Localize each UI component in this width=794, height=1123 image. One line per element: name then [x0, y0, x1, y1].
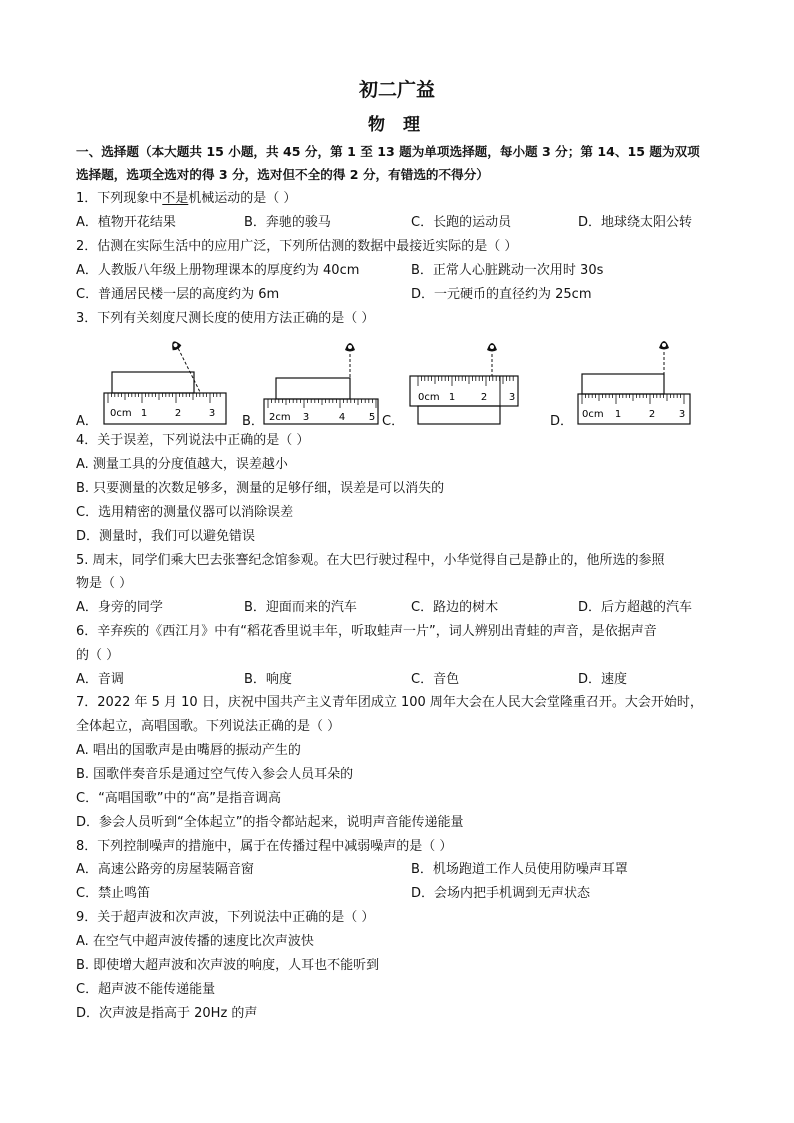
question-5-stem-line2: 物是（ ） [76, 576, 133, 591]
ruler-tick-label: 0cm [418, 392, 440, 403]
figure-d-label: D． [550, 414, 574, 429]
question-8-option-a: A．高速公路旁的房屋装隔音窗 [76, 862, 254, 877]
ruler-tick-label: 0cm [110, 408, 132, 419]
question-5-option-c: C．路边的树木 [411, 600, 499, 615]
question-6-option-a: A．音调 [76, 672, 124, 687]
question-7-stem-line1: 7．2022 年 5 月 10 日，庆祝中国共产主义青年团成立 100 周年大会在人民大会堂隆重召开。大会开始时， [76, 695, 703, 710]
ruler-tick-label: 0cm [582, 409, 604, 420]
figure-a-label: A． [76, 414, 98, 429]
subject-title: 物 理 [368, 115, 426, 135]
question-9-option-a: A. 在空气中超声波传播的速度比次声波快 [76, 934, 314, 949]
question-5-option-b: B．迎面而来的汽车 [244, 600, 357, 615]
ruler-figure-c [404, 340, 524, 430]
question-4-option-c: C．选用精密的测量仪器可以消除误差 [76, 505, 294, 520]
eye-icon [345, 343, 355, 352]
question-1-option-a: A．植物开花结果 [76, 215, 176, 230]
ruler-tick-label: 2 [648, 409, 656, 420]
ruler-tick-label: 2cm [269, 412, 291, 423]
eye-icon [169, 340, 182, 352]
question-4-stem: 4．关于误差，下列说法中正确的是（ ） [76, 433, 310, 448]
ruler-tick-label: 3 [508, 392, 516, 403]
question-4-option-d: D．测量时，我们可以避免错误 [76, 529, 256, 544]
question-5-option-a: A．身旁的同学 [76, 600, 163, 615]
measured-block [418, 406, 500, 424]
ruler-ticks [582, 394, 684, 404]
ruler-tick-label: 5 [368, 412, 376, 423]
measured-block [112, 372, 194, 393]
question-7-option-c: C．“高唱国歌”中的“高”是指音调高 [76, 791, 282, 806]
question-6-option-d: D．速度 [578, 672, 628, 687]
ruler-tick-label: 2 [174, 408, 182, 419]
question-6-stem-line2: 的（ ） [76, 648, 120, 663]
section-heading-line1: 一、选择题（本大题共 15 小题，共 45 分，第 1 至 13 题为单项选择题，每小题 3 分；第 14、15 题为双项 [76, 144, 700, 159]
question-7-option-b: B. 国歌伴奏音乐是通过空气传入参会人员耳朵的 [76, 767, 354, 782]
section-heading-line2: 选择题，选项全选对的得 3 分，选对但不全的得 2 分，有错选的不得分） [76, 167, 489, 182]
question-4-option-b: B. 只要测量的次数足够多，测量的足够仔细，误差是可以消失的 [76, 481, 445, 496]
figure-c-label: C． [382, 414, 405, 429]
ruler-ticks [268, 399, 376, 408]
question-1-stem-pre: 1．下列现象中 [76, 191, 163, 206]
ruler-ticks [108, 393, 220, 403]
ruler-tick-label: 3 [208, 408, 216, 419]
question-5-stem-line1: 5. 周末，同学们乘大巴去张謇纪念馆参观。在大巴行驶过程中，小华觉得自己是静止的，他所选的参照 [76, 553, 665, 568]
eye-icon [659, 341, 669, 350]
question-6-option-c: C．音色 [411, 672, 460, 687]
ruler-ticks [418, 376, 513, 386]
measured-block [582, 374, 664, 394]
question-8-option-b: B．机场跑道工作人员使用防噪声耳罩 [411, 862, 628, 877]
exam-title: 初二广益 [358, 79, 435, 101]
question-2-option-b: B．正常人心脏跳动一次用时 30s [411, 263, 604, 278]
question-1-stem-underline: 不是 [162, 191, 189, 206]
question-6-option-b: B．响度 [244, 672, 292, 687]
ruler-figure-a [92, 340, 232, 430]
question-1-option-d: D．地球绕太阳公转 [578, 215, 693, 230]
ruler-tick-label: 1 [614, 409, 622, 420]
ruler-figure-b [256, 340, 386, 430]
question-9-option-b: B. 即使增大超声波和次声波的响度，人耳也不能听到 [76, 958, 380, 973]
question-2-stem: 2．估测在实际生活中的应用广泛，下列所估测的数据中最接近实际的是（ ） [76, 239, 518, 254]
question-9-option-d: D．次声波是指高于 20Hz 的声 [76, 1006, 258, 1021]
slanted-sight-line [176, 344, 200, 392]
question-2-option-d: D．一元硬币的直径约为 25cm [411, 287, 592, 302]
ruler-tick-label: 1 [140, 408, 148, 419]
ruler-tick-label: 3 [678, 409, 686, 420]
question-5-option-d: D．后方超越的汽车 [578, 600, 693, 615]
ruler-tick-label: 3 [302, 412, 310, 423]
question-9-stem: 9．关于超声波和次声波，下列说法中正确的是（ ） [76, 910, 375, 925]
question-6-stem-line1: 6．辛弃疾的《西江月》中有“稻花香里说丰年，听取蛙声一片”，词人辨别出青蛙的声音，是依据声音 [76, 624, 657, 639]
ruler-tick-label: 2 [480, 392, 488, 403]
figure-b-label: B． [242, 414, 264, 429]
question-3-stem: 3．下列有关刻度尺测长度的使用方法正确的是（ ） [76, 311, 375, 326]
measured-block [276, 378, 350, 399]
eye-icon [487, 343, 497, 352]
ruler-tick-label: 1 [448, 392, 456, 403]
question-8-option-d: D．会场内把手机调到无声状态 [411, 886, 591, 901]
question-7-stem-line2: 全体起立，高唱国歌。下列说法正确的是（ ） [76, 719, 341, 734]
question-8-option-c: C．禁止鸣笛 [76, 886, 151, 901]
question-7-option-d: D．参会人员听到“全体起立”的指令都站起来，说明声音能传递能量 [76, 815, 464, 830]
question-7-option-a: A. 唱出的国歌声是由嘴唇的振动产生的 [76, 743, 301, 758]
question-2-option-a: A．人教版八年级上册物理课本的厚度约为 40cm [76, 263, 360, 278]
question-1-stem-post: 机械运动的是（ ） [188, 191, 297, 206]
question-8-stem: 8．下列控制噪声的措施中，属于在传播过程中减弱噪声的是（ ） [76, 839, 453, 854]
question-1-option-b: B．奔驰的骏马 [244, 215, 331, 230]
question-9-option-c: C．超声波不能传递能量 [76, 982, 216, 997]
question-4-option-a: A. 测量工具的分度值越大，误差越小 [76, 457, 288, 472]
question-1-option-c: C．长跑的运动员 [411, 215, 512, 230]
question-1-stem [76, 190, 296, 208]
ruler-tick-label: 4 [338, 412, 346, 423]
ruler-figure-d [572, 340, 696, 430]
question-2-option-c: C．普通居民楼一层的高度约为 6m [76, 287, 280, 302]
